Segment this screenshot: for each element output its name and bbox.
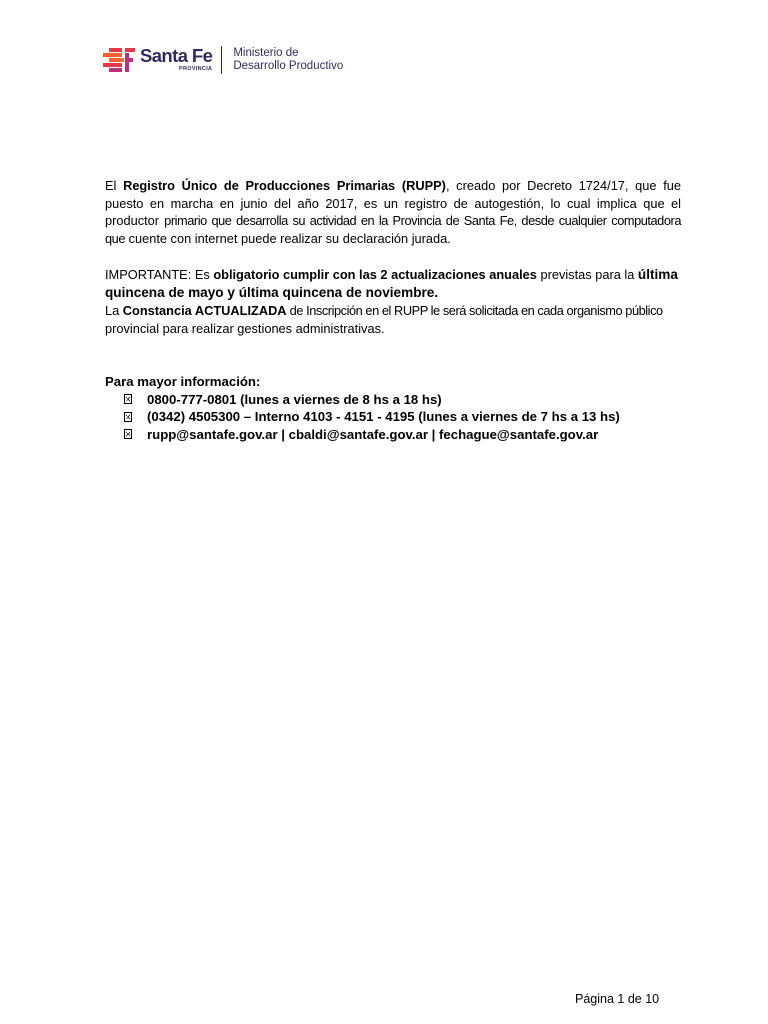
brand-name: Santa Fe [140, 45, 213, 66]
contact-item-text: (0342) 4505300 – Interno 4103 - 4151 - 4195 (lunes a viernes de 7 hs a 13 hs) [147, 409, 620, 425]
contact-phone-0800 [105, 391, 705, 409]
paragraph-constancia [105, 302, 681, 337]
p1-text-4: cuente con internet puede realizar su declaración jurada. [125, 230, 451, 246]
contact-phone-0342 [105, 408, 705, 426]
brand-subtitle: PROVINCIA [179, 66, 213, 72]
p3-constancia: Constancia ACTUALIZADA [122, 303, 287, 318]
ministry-name [233, 47, 343, 73]
page-header [103, 44, 343, 76]
ministry-line-1: Ministerio de [233, 47, 299, 59]
p2-obligatorio: obligatorio cumplir con las 2 actualizaciones anuales [213, 267, 537, 282]
santa-fe-logo-icon [103, 45, 137, 75]
ministry-line-2: Desarrollo Productivo [233, 60, 344, 72]
contact-item-text: rupp@santafe.gov.ar | cbaldi@santafe.gov.ar | fechague@santafe.gov.ar [147, 426, 599, 442]
bullet-icon [124, 412, 132, 422]
contact-info [105, 373, 705, 443]
p2-text-2: previstas para la [536, 267, 638, 282]
bullet-icon [124, 394, 132, 404]
p1-text-1: El [105, 178, 124, 193]
contact-emails [105, 426, 705, 444]
contact-list [105, 391, 705, 444]
p1-text-3: primario que desarrolla su actividad en la Provincia de Santa Fe, desde cualquier computadora que [105, 213, 681, 246]
p1-rupp-name: Registro Único de Producciones Primarias (RUPP) [123, 178, 446, 193]
contact-item-text: 0800-777-0801 (lunes a viernes de 8 hs a 18 hs) [147, 391, 442, 407]
paragraph-importante [105, 266, 681, 301]
contact-info-title: Para mayor información: [105, 374, 261, 389]
p2-quincenas: última quincena de mayo y última quincena de noviembre. [105, 267, 678, 300]
p3-text-2: de Inscripción en el RUPP le será solicitada en cada organismo público [286, 303, 663, 318]
p2-text-1: IMPORTANTE: Es [105, 267, 214, 282]
page-number: Página 1 de 10 [575, 992, 660, 1006]
p1-text-2: , creado por Decreto 1724/17, que fue puesto en marcha en junio del año 2017, es un registro de autogestión, lo cual implica que el productor [105, 178, 681, 229]
bullet-icon [124, 429, 132, 439]
brand-wordmark [140, 45, 212, 75]
paragraph-rupp-intro [105, 177, 681, 247]
p3-text-1: La [105, 303, 123, 318]
header-divider [221, 46, 222, 74]
p3-text-3: provincial para realizar gestiones administrativas. [105, 320, 385, 336]
